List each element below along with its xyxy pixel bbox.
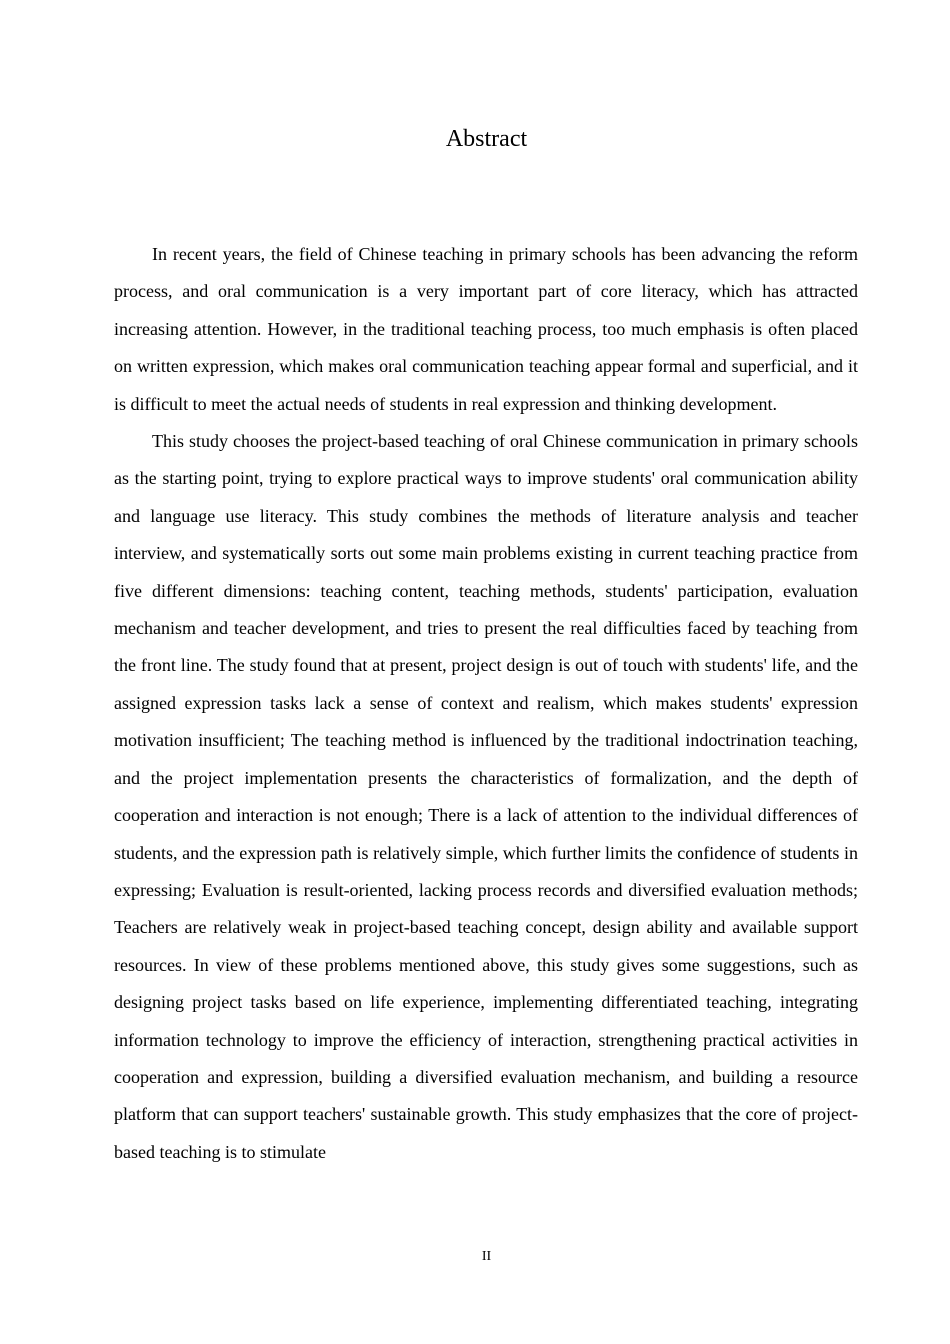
page-title: Abstract	[445, 126, 528, 152]
page-number: II	[481, 1249, 492, 1264]
abstract-body	[114, 236, 858, 1171]
abstract-paragraph-1: In recent years, the field of Chinese teaching in primary schools has been advancing the reform process, and oral communication is a very important part of core literacy, which has attracted increasing attention. However, in the traditional teaching process, too much emphasis is often placed on written expression, which makes oral communication teaching appear formal and superficial, and it is difficult to meet the actual needs of students in real expression and thinking development.	[114, 244, 858, 414]
abstract-paragraph-2: This study chooses the project-based teaching of oral Chinese communication in primary schools as the starting point, trying to explore practical ways to improve students' oral communication ability and language use literacy. This study combines the methods of literature analysis and teacher interview, and systematically sorts out some main problems existing in current teaching practice from five different dimensions: teaching content, teaching methods, students' participation, evaluation mechanism and teacher development, and tries to present the real difficulties faced by teaching from the front line. The study found that at present, project design is out of touch with students' life, and the assigned expression tasks lack a sense of context and realism, which makes students' expression motivation insufficient; The teaching method is influenced by the traditional indoctrination teaching, and the project implementation presents the characteristics of formalization, and the depth of cooperation and interaction is not enough; There is a lack of attention to the individual differences of students, and the expression path is relatively simple, which further limits the confidence of students in expressing; Evaluation is result-oriented, lacking process records and diversified evaluation methods; Teachers are relatively weak in project-based teaching concept, design ability and available support resources. In view of these problems mentioned above, this study gives some suggestions, such as designing project tasks based on life experience, implementing differentiated teaching, integrating information technology to improve the efficiency of interaction, strengthening practical activities in cooperation and expression, building a diversified evaluation mechanism, and building a resource platform that can support teachers' sustainable growth. This study emphasizes that the core of project-based teaching is to stimulate	[114, 431, 858, 1162]
